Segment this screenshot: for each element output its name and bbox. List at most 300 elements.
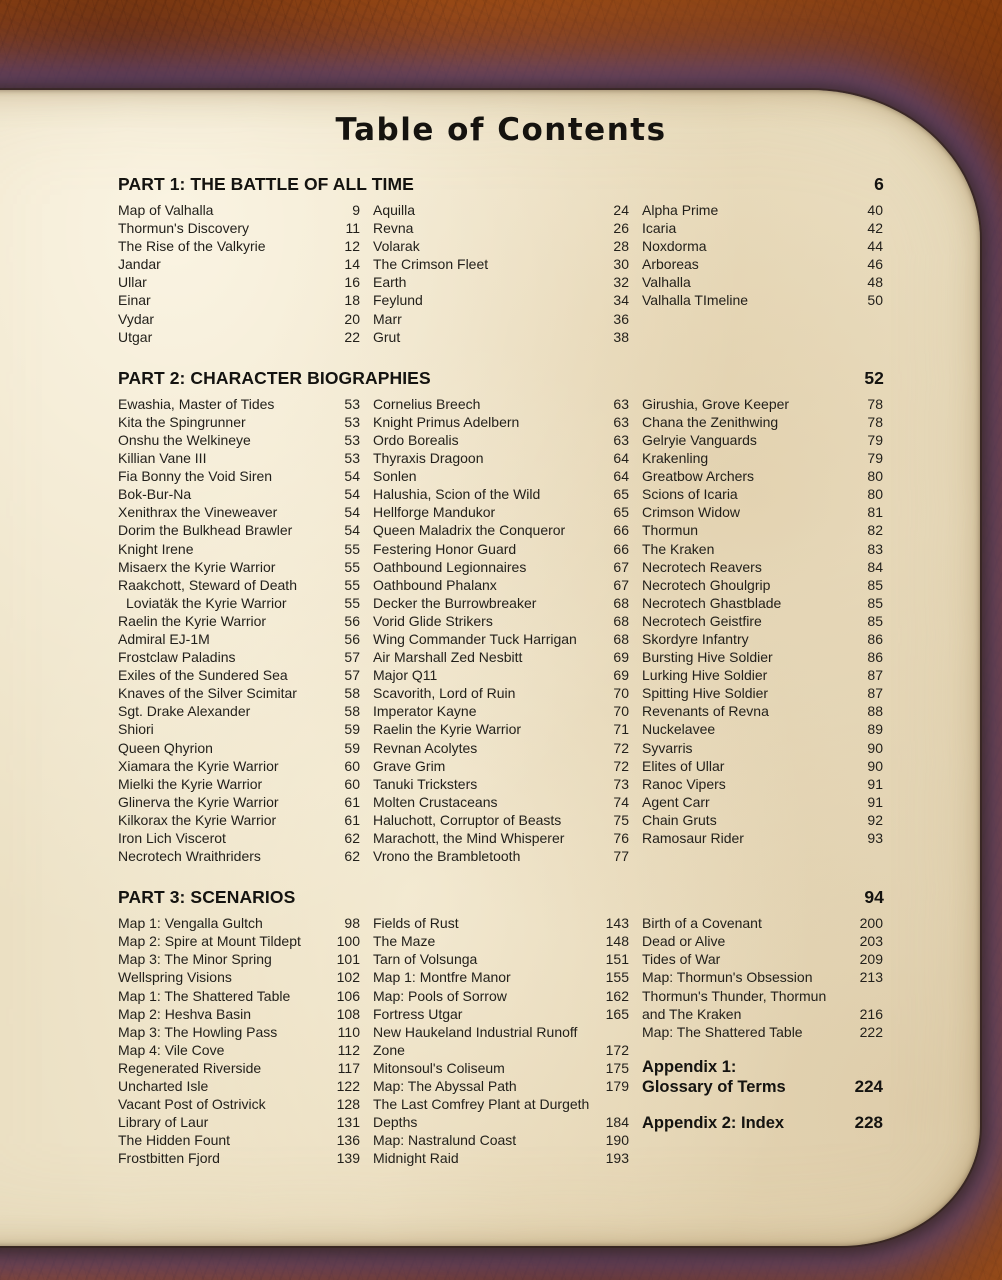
toc-entry-page: 11	[345, 220, 360, 237]
toc-entry-label: Girushia, Grove Keeper	[642, 395, 790, 412]
toc-entry-label: Frostclaw Paladins	[118, 649, 236, 666]
toc-entry-page: 222	[859, 1023, 883, 1040]
toc-entry-page: 65	[613, 486, 629, 503]
toc-entry	[373, 829, 629, 847]
toc-entry-page: 175	[605, 1059, 629, 1076]
toc-entry-page: 179	[605, 1078, 629, 1095]
toc-entry	[642, 612, 883, 630]
toc-entry	[373, 932, 629, 950]
toc-entry	[373, 811, 629, 829]
toc-entry-page: 155	[605, 969, 629, 986]
toc-entry-page: 98	[344, 915, 360, 932]
toc-entry	[642, 219, 883, 237]
toc-entry-label: Birth of a Covenant	[642, 915, 762, 932]
toc-entry-page: 54	[344, 486, 360, 503]
toc-entry-label: Kita the Spingrunner	[118, 413, 246, 430]
toc-entry-page: 63	[613, 413, 629, 430]
toc-entry	[642, 413, 883, 431]
toc-entry-page: 92	[867, 811, 883, 828]
toc-entry	[642, 449, 883, 467]
toc-entry-page: 74	[613, 793, 629, 810]
toc-entry	[118, 255, 360, 273]
toc-entry	[373, 739, 629, 757]
toc-entry	[118, 431, 360, 449]
toc-entry	[373, 413, 629, 431]
toc-entry-page: 53	[344, 431, 360, 448]
toc-entry-page: 190	[605, 1132, 629, 1149]
toc-entry-label: Valhalla TImeline	[642, 292, 749, 309]
toc-entry-label: Decker the Burrowbreaker	[373, 594, 537, 611]
toc-entry-page: 22	[344, 328, 360, 345]
toc-entry-label: Sonlen	[373, 468, 417, 485]
appendix-label-line: Appendix 2: Index	[642, 1113, 785, 1132]
toc-entry-label: Map: The Shattered Table	[642, 1023, 803, 1040]
toc-entry-page: 85	[867, 612, 883, 629]
toc-entry-page: 54	[344, 504, 360, 521]
toc-entry-page: 40	[867, 202, 883, 218]
toc-entry-page: 64	[613, 450, 629, 467]
toc-column	[373, 201, 629, 346]
toc-entry-page: 87	[867, 667, 883, 684]
toc-entry	[373, 540, 629, 558]
part-heading-label: PART 1: THE BATTLE OF ALL TIME	[118, 174, 414, 194]
toc-entry-page: 86	[867, 630, 883, 647]
toc-entry-label: Thormun's Thunder, Thormun and The Kraken	[642, 987, 827, 1022]
toc-entry	[642, 829, 883, 847]
toc-entry-label: Feylund	[373, 292, 423, 309]
toc-entry	[373, 201, 629, 219]
toc-entry	[373, 594, 629, 612]
toc-entry-label: Vydar	[118, 310, 155, 327]
toc-entry-label: Bursting Hive Soldier	[642, 649, 773, 666]
toc-entry	[642, 950, 883, 968]
toc-entry-page: 78	[867, 395, 883, 412]
toc-entry-label: Lurking Hive Soldier	[642, 667, 768, 684]
toc-entry-label: Icaria	[642, 220, 677, 237]
toc-entry-page: 165	[605, 1005, 629, 1022]
toc-entry-page: 91	[867, 793, 883, 810]
appendix-label-line: Appendix 1:	[642, 1057, 737, 1076]
toc-entry-page: 68	[613, 612, 629, 629]
toc-entry	[642, 630, 883, 648]
toc-entry-page: 20	[344, 310, 360, 327]
toc-entry-page: 50	[867, 292, 883, 309]
toc-entry-page: 70	[613, 685, 629, 702]
toc-entry-page: 76	[613, 830, 629, 846]
toc-content	[118, 112, 884, 1188]
toc-entry	[118, 1077, 360, 1095]
toc-entry-label: Raelin the Kyrie Warrior	[118, 612, 267, 629]
toc-entry-page: 200	[859, 915, 883, 932]
toc-entry	[118, 1005, 360, 1023]
toc-entry-page: 203	[859, 933, 883, 950]
toc-entry-page: 38	[613, 328, 629, 345]
toc-entry-label: Earth	[373, 274, 407, 291]
toc-entry-label: Library of Laur	[118, 1114, 209, 1131]
toc-entry-page: 58	[344, 703, 360, 720]
toc-entry-page: 117	[337, 1059, 360, 1076]
toc-entry-page: 79	[867, 431, 883, 448]
toc-entry	[118, 594, 360, 612]
toc-entry	[373, 467, 629, 485]
toc-entry-label: Fields of Rust	[373, 915, 459, 932]
toc-entry-page: 71	[613, 721, 629, 738]
toc-entry-label: Volarak	[373, 238, 420, 255]
toc-entry	[118, 1149, 360, 1167]
toc-entry-label: Major Q11	[373, 667, 438, 684]
toc-entry-label: Wing Commander Tuck Harrigan	[373, 630, 577, 647]
toc-entry-label: Aquilla	[373, 202, 416, 218]
toc-entry-page: 131	[336, 1114, 360, 1131]
toc-entry	[118, 612, 360, 630]
toc-entry-page: 102	[336, 969, 360, 986]
toc-entry	[642, 540, 883, 558]
toc-entry-label: Ranoc Vipers	[642, 775, 726, 792]
toc-entry-page: 101	[336, 951, 360, 968]
toc-entry-page: 108	[336, 1005, 360, 1022]
toc-entry	[373, 1077, 629, 1095]
toc-column	[642, 395, 883, 847]
toc-entry	[642, 1023, 883, 1041]
part-page-number: 94	[864, 887, 884, 908]
toc-columns	[118, 914, 884, 1167]
toc-entry-label: Revenants of Revna	[642, 703, 769, 720]
toc-entry	[373, 521, 629, 539]
toc-entry-label: Knight Primus Adelbern	[373, 413, 520, 430]
toc-column	[118, 395, 360, 865]
toc-entry-label: Xenithrax the Vineweaver	[118, 504, 278, 521]
toc-entry-label: Grave Grim	[373, 757, 446, 774]
toc-entry	[642, 255, 883, 273]
toc-entry	[642, 775, 883, 793]
appendix-label	[642, 1057, 855, 1097]
toc-entry	[642, 811, 883, 829]
part-heading-row	[118, 172, 884, 196]
toc-entry-label: Necrotech Ghastblade	[642, 594, 782, 611]
toc-entry	[118, 811, 360, 829]
toc-entry	[373, 558, 629, 576]
toc-entry-page: 78	[867, 413, 883, 430]
toc-entry	[373, 757, 629, 775]
toc-entry-label: Agent Carr	[642, 793, 710, 810]
toc-entry	[373, 449, 629, 467]
toc-entry-page: 60	[344, 775, 360, 792]
toc-entry	[373, 684, 629, 702]
toc-entry-label: The Hidden Fount	[118, 1132, 231, 1149]
toc-entry	[373, 328, 629, 346]
toc-entry-label: Scavorith, Lord of Ruin	[373, 685, 516, 702]
toc-entry-label: Loviatäk the Kyrie Warrior	[126, 594, 287, 611]
toc-entry	[118, 328, 360, 346]
toc-entry-page: 66	[613, 540, 629, 557]
toc-entry-page: 53	[344, 395, 360, 412]
toc-entry-page: 122	[336, 1078, 360, 1095]
toc-entry	[642, 431, 883, 449]
toc-entry-page: 89	[867, 721, 883, 738]
toc-entry-page: 55	[344, 594, 360, 611]
appendix-page-number: 228	[854, 1112, 883, 1132]
toc-entry	[118, 793, 360, 811]
toc-entry	[118, 310, 360, 328]
toc-entry-page: 88	[867, 703, 883, 720]
toc-entry	[373, 576, 629, 594]
toc-entry	[642, 237, 883, 255]
toc-entry-page: 151	[605, 951, 629, 968]
toc-entry-page: 148	[605, 933, 629, 950]
toc-entry	[373, 310, 629, 328]
toc-entry	[118, 1059, 360, 1077]
toc-entry-label: Queen Qhyrion	[118, 739, 213, 756]
toc-entry	[642, 503, 883, 521]
appendix-entry	[642, 1113, 883, 1133]
toc-entry	[373, 219, 629, 237]
toc-entry	[373, 503, 629, 521]
toc-entry-label: Revnan Acolytes	[373, 739, 478, 756]
toc-entry-label: Mitonsoul's Coliseum	[373, 1059, 505, 1076]
toc-entry-page: 54	[344, 468, 360, 485]
toc-entry-label: The Kraken	[642, 540, 715, 557]
toc-entry-page: 72	[613, 757, 629, 774]
toc-entry-label: Map: Nastralund Coast	[373, 1132, 517, 1149]
toc-entry-page: 193	[605, 1150, 629, 1167]
toc-entry-label: Map: Thormun's Obsession	[642, 969, 813, 986]
toc-entry-label: Oathbound Phalanx	[373, 576, 497, 593]
toc-entry-label: Raelin the Kyrie Warrior	[373, 721, 522, 738]
toc-entry-page: 68	[613, 594, 629, 611]
toc-entry-label: Frostbitten Fjord	[118, 1150, 220, 1167]
toc-entry-page: 69	[613, 667, 629, 684]
toc-entry-label: Crimson Widow	[642, 504, 741, 521]
toc-entry	[118, 558, 360, 576]
toc-entry-label: Vacant Post of Ostrivick	[118, 1096, 266, 1113]
toc-entry-label: Glinerva the Kyrie Warrior	[118, 793, 279, 810]
toc-entry-page: 66	[613, 522, 629, 539]
toc-section	[118, 366, 884, 865]
toc-entry-page: 91	[867, 775, 883, 792]
toc-entry	[118, 684, 360, 702]
toc-entry	[373, 720, 629, 738]
toc-entry-label: Scions of Icaria	[642, 486, 738, 503]
toc-entry	[373, 395, 629, 413]
toc-entry	[118, 521, 360, 539]
toc-entry-page: 90	[867, 739, 883, 756]
toc-entry	[118, 273, 360, 291]
toc-entry-label: Map 3: The Minor Spring	[118, 951, 272, 968]
toc-entry	[118, 395, 360, 413]
toc-entry-label: Ewashia, Master of Tides	[118, 395, 275, 412]
toc-entry-page: 209	[859, 951, 883, 968]
toc-column	[373, 914, 629, 1167]
toc-entry-label: Thormun's Discovery	[118, 220, 250, 237]
toc-section	[118, 885, 884, 1167]
toc-entry	[118, 201, 360, 219]
toc-entry	[642, 968, 883, 986]
toc-entry-label: Map: Pools of Sorrow	[373, 987, 507, 1004]
toc-entry	[118, 739, 360, 757]
toc-entry-page: 55	[344, 558, 360, 575]
toc-entry-label: Wellspring Visions	[118, 969, 232, 986]
toc-entry-label: Necrotech Wraithriders	[118, 848, 261, 865]
toc-entry-page: 85	[867, 594, 883, 611]
toc-entry-label: Shiori	[118, 721, 154, 738]
toc-entry	[118, 449, 360, 467]
toc-entry-label: Map: The Abyssal Path	[373, 1078, 517, 1095]
toc-entry-page: 85	[867, 576, 883, 593]
toc-entry	[118, 666, 360, 684]
toc-entry-label: Thormun	[642, 522, 699, 539]
toc-entry-page: 136	[336, 1132, 360, 1149]
toc-entry-label: Imperator Kayne	[373, 703, 477, 720]
toc-entry-label: Krakenling	[642, 450, 709, 467]
toc-entry-label: Vorid Glide Strikers	[373, 612, 493, 629]
toc-entry-page: 77	[613, 848, 629, 865]
toc-entry-page: 213	[859, 969, 883, 986]
toc-entry-label: Gelryie Vanguards	[642, 431, 757, 448]
toc-entry-label: Thyraxis Dragoon	[373, 450, 484, 467]
toc-entry-label: Molten Crustaceans	[373, 793, 498, 810]
toc-entry	[373, 987, 629, 1005]
toc-entry-page: 82	[867, 522, 883, 539]
part-page-number: 6	[874, 174, 884, 194]
toc-entry-page: 79	[867, 450, 883, 467]
toc-entry-page: 58	[344, 685, 360, 702]
toc-entry-page: 63	[613, 431, 629, 448]
part-heading-label: PART 2: CHARACTER BIOGRAPHIES	[118, 367, 431, 388]
toc-entry	[118, 914, 360, 932]
toc-entry	[642, 485, 883, 503]
toc-entry-label: Cornelius Breech	[373, 395, 481, 412]
toc-entry-label: Ramosaur Rider	[642, 830, 744, 846]
toc-entry	[373, 847, 629, 865]
toc-entry-page: 68	[613, 630, 629, 647]
toc-entry-label: Noxdorma	[642, 238, 707, 255]
toc-entry-page: 62	[344, 848, 360, 865]
toc-entry	[118, 847, 360, 865]
toc-entry	[373, 1023, 629, 1059]
toc-entry-page: 48	[867, 274, 883, 291]
toc-entry-label: Map 4: Vile Cove	[118, 1041, 225, 1058]
toc-entry-label: Fortress Utgar	[373, 1005, 463, 1022]
toc-entry-page: 139	[336, 1150, 360, 1167]
toc-entry	[642, 914, 883, 932]
toc-entry-label: Marr	[373, 310, 402, 327]
toc-entry-page: 110	[337, 1023, 360, 1040]
toc-entry-label: Xiamara the Kyrie Warrior	[118, 757, 279, 774]
toc-entry	[118, 775, 360, 793]
toc-entry-page: 54	[344, 522, 360, 539]
toc-entry-label: Iron Lich Viscerot	[118, 830, 226, 846]
toc-entry-page: 80	[867, 468, 883, 485]
toc-entry	[373, 1149, 629, 1167]
toc-entry-label: Map 1: Montfre Manor	[373, 969, 511, 986]
toc-entry-page: 100	[336, 933, 360, 950]
toc-entry-label: Revna	[373, 220, 414, 237]
toc-entry	[118, 503, 360, 521]
toc-entry-label: Map of Valhalla	[118, 202, 214, 218]
toc-entry-page: 93	[867, 830, 883, 846]
toc-entry	[373, 485, 629, 503]
toc-entry-page: 53	[344, 450, 360, 467]
toc-entry-page: 84	[867, 558, 883, 575]
toc-entry-page: 216	[859, 1005, 883, 1022]
toc-entry-label: Uncharted Isle	[118, 1078, 209, 1095]
toc-entry	[118, 413, 360, 431]
toc-entry	[118, 237, 360, 255]
toc-entry	[118, 467, 360, 485]
toc-entry	[118, 648, 360, 666]
toc-entry	[118, 702, 360, 720]
toc-entry	[118, 950, 360, 968]
toc-entry	[118, 485, 360, 503]
toc-entry	[373, 968, 629, 986]
toc-entry-page: 56	[344, 630, 360, 647]
toc-entry	[373, 273, 629, 291]
toc-entry	[118, 829, 360, 847]
toc-entry-label: The Last Comfrey Plant at Durgeth Depths	[373, 1096, 590, 1131]
toc-entry-label: Map 1: The Shattered Table	[118, 987, 291, 1004]
toc-entry-page: 56	[344, 612, 360, 629]
toc-entry-label: Hellforge Mandukor	[373, 504, 496, 521]
toc-entry-page: 172	[605, 1041, 629, 1058]
toc-entry	[642, 467, 883, 485]
toc-entry-label: Misaerx the Kyrie Warrior	[118, 558, 276, 575]
toc-entry	[642, 987, 883, 1023]
toc-column	[642, 914, 883, 1133]
toc-columns	[118, 395, 884, 865]
toc-entry-page: 57	[344, 649, 360, 666]
toc-entry	[118, 932, 360, 950]
toc-entry-page: 60	[344, 757, 360, 774]
toc-entry-label: Regenerated Riverside	[118, 1059, 262, 1076]
part-page-number: 52	[864, 367, 884, 388]
toc-entry	[118, 576, 360, 594]
toc-entry	[118, 1041, 360, 1059]
toc-entry-page: 80	[867, 486, 883, 503]
toc-entry-page: 73	[613, 775, 629, 792]
toc-entry-label: Arboreas	[642, 256, 699, 273]
toc-entry-label: Grut	[373, 328, 401, 345]
toc-entry	[373, 1005, 629, 1023]
toc-entry-label: Knaves of the Silver Scimitar	[118, 685, 297, 702]
toc-entry-page: 24	[613, 202, 629, 218]
toc-entry-label: Exiles of the Sundered Sea	[118, 667, 288, 684]
toc-entry-label: Oathbound Legionnaires	[373, 558, 527, 575]
toc-entry-label: Dorim the Bulkhead Brawler	[118, 522, 293, 539]
toc-entry-label: Knight Irene	[118, 540, 194, 557]
toc-entry-label: Skordyre Infantry	[642, 630, 749, 647]
toc-columns	[118, 201, 884, 346]
toc-column	[373, 395, 629, 865]
toc-entry-label: Greatbow Archers	[642, 468, 755, 485]
toc-entry-label: Tanuki Tricksters	[373, 775, 478, 792]
toc-entry-label: Onshu the Welkineye	[118, 431, 251, 448]
toc-entry-label: The Crimson Fleet	[373, 256, 489, 273]
toc-entry	[642, 273, 883, 291]
toc-entry-page: 9	[352, 202, 360, 218]
toc-entry-label: Ordo Borealis	[373, 431, 459, 448]
toc-entry-label: Necrotech Reavers	[642, 558, 762, 575]
toc-entry	[373, 1095, 629, 1131]
toc-entry	[118, 1113, 360, 1131]
toc-entry-label: Chana the Zenithwing	[642, 413, 779, 430]
appendix-label	[642, 1113, 855, 1133]
toc-entry-label: Map 1: Vengalla Gultch	[118, 915, 263, 932]
toc-entry-label: Necrotech Ghoulgrip	[642, 576, 771, 593]
toc-entry	[642, 648, 883, 666]
toc-entry-page: 70	[613, 703, 629, 720]
toc-entry-label: New Haukeland Industrial Runoff Zone	[373, 1023, 578, 1058]
toc-entry	[642, 757, 883, 775]
